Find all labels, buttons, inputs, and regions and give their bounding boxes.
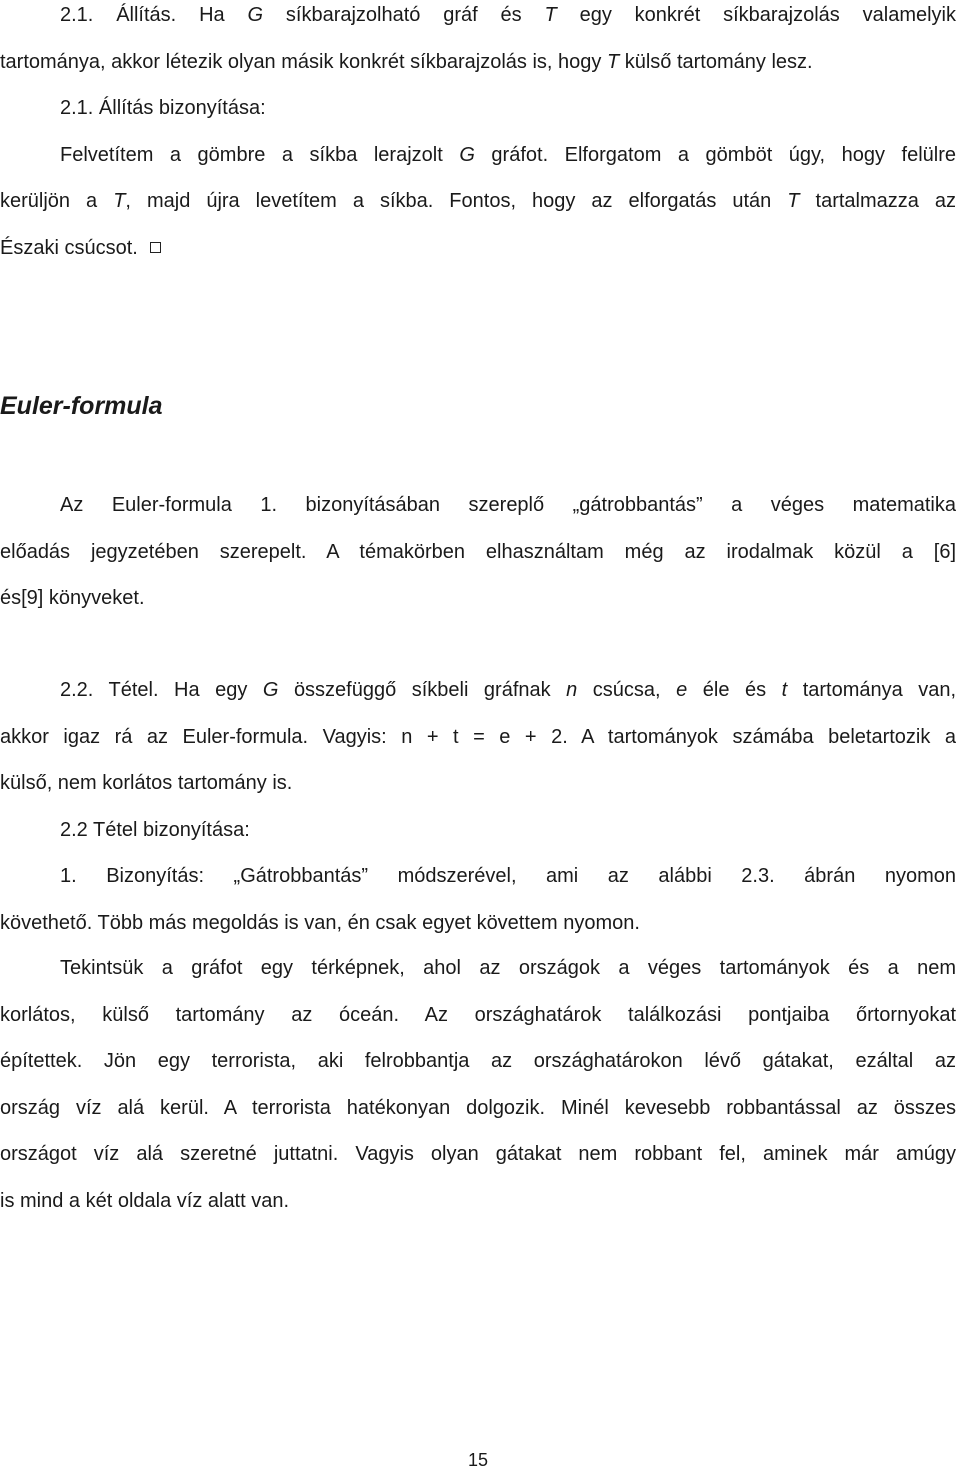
proof2-line-2: követhető. Több más megoldás is van, én csak egyet követtem nyomon.	[0, 911, 640, 934]
theorem-line-1: 2.2. Tétel. Ha egy G összefüggő síkbeli gráfnak n csúcsa, e éle és t tartománya van,	[60, 679, 957, 701]
section-heading: Euler-formula	[0, 392, 163, 420]
theorem-line-3: külső, nem korlátos tartomány is.	[0, 772, 293, 794]
qed-square-icon	[150, 242, 161, 253]
story-line-2: korlátos, külső tartomány az óceán. Az országhatárok találkozási pontjaiba őrtornyokat	[0, 1003, 956, 1026]
intro-paragraph	[0, 482, 956, 622]
story-paragraph	[0, 945, 956, 1224]
claim-line-2: tartománya, akkor létezik olyan másik konkrét síkbarajzolás is, hogy T külső tartomány lesz.	[0, 50, 813, 73]
proof-line-1: Felvetítem a gömbre a síkba lerajzolt G gráfot. Elforgatom a gömböt úgy, hogy felülre	[60, 143, 956, 166]
page-number: 15	[467, 1450, 489, 1470]
proof-line-3: Északi csúcsot.	[0, 225, 956, 272]
story-line-3: építettek. Jön egy terrorista, aki felrobbantja az országhatárokon lévő gátakat, ezáltal az	[0, 1050, 956, 1072]
story-line-5: országot víz alá szeretné juttatni. Vagyis olyan gátakat nem robbant fel, aminek már amúgy	[0, 1143, 956, 1165]
proof2-line-1: 1. Bizonyítás: „Gátrobbantás” módszerével, ami az alábbi 2.3. ábrán nyomon	[60, 865, 956, 887]
theorem-line-2: akkor igaz rá az Euler-formula. Vagyis: n + t = e + 2. A tartományok számába beletartozik a	[0, 725, 956, 748]
intro-line-3: és[9] könyveket.	[0, 587, 145, 609]
intro-line-2: előadás jegyzetében szerepelt. A témakörben elhasználtam még az irodalmak közül a [6]	[0, 540, 956, 563]
proof-line-2: kerüljön a T, majd újra levetítem a síkba. Fontos, hogy az elforgatás után T tartalmazza az	[0, 190, 957, 212]
story-line-6: is mind a két oldala víz alatt van.	[0, 1189, 290, 1212]
story-line-4: ország víz alá kerül. A terrorista hatékonyan dolgozik. Minél kevesebb robbantással az összes	[0, 1096, 956, 1119]
claim-2-1	[0, 0, 956, 271]
claim-line-1: 2.1. Állítás. Ha G síkbarajzolható gráf és T egy konkrét síkbarajzolás valamelyik	[60, 4, 956, 26]
theorem-2-2	[0, 667, 956, 946]
proof-title: 2.1. Állítás bizonyítása:	[60, 97, 266, 119]
intro-line-1: Az Euler-formula 1. bizonyításában szereplő „gátrobbantás” a véges matematika	[60, 494, 956, 516]
story-line-1: Tekintsük a gráfot egy térképnek, ahol az országok a véges tartományok és a nem	[60, 957, 956, 979]
proof2-title: 2.2 Tétel bizonyítása:	[60, 818, 250, 841]
